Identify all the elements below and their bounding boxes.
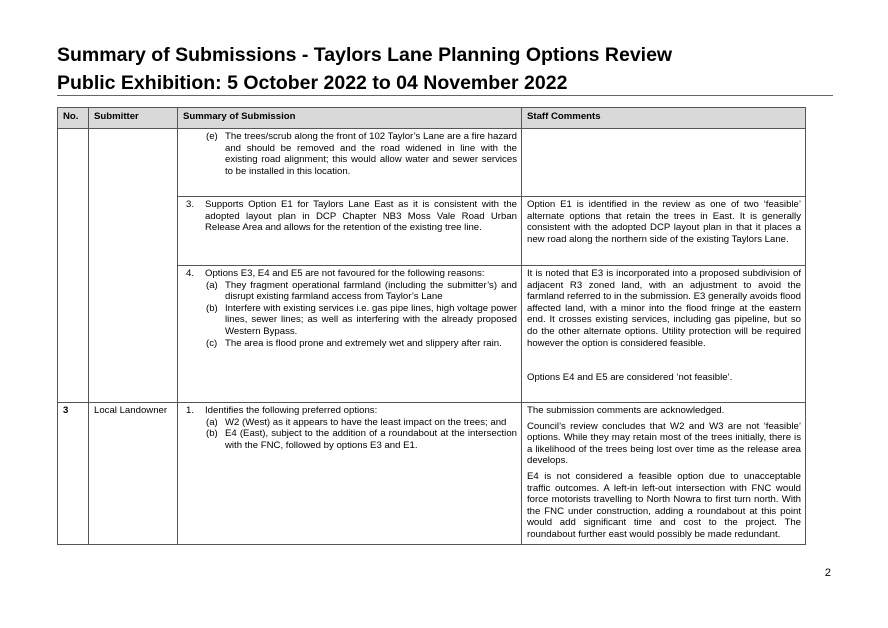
sub-item-a <box>183 280 517 303</box>
sub-item-e <box>183 131 517 177</box>
sub-item-label: (a) <box>206 416 218 428</box>
staff-comment-text: It is noted that E3 is incorporated into a proposed subdivision of adjacent R3 zoned land, with an adjustment to avoid the farmland referred to in the submission. E3 generally avoids flood affected land, with a minor into the flood fringe at the eastern end. It crosses existing services, including gas pipeline, but so do the other alternate options. Utility protection will be required however the option is considered feasible. <box>527 268 801 349</box>
cell-staff-comments <box>522 403 806 545</box>
item-text: Identifies the following preferred options: <box>205 405 378 416</box>
header-submitter: Submitter <box>89 108 178 129</box>
sub-item-c <box>183 338 517 350</box>
cell-no: 3 <box>58 403 89 545</box>
sub-item-b <box>183 303 517 338</box>
title-divider <box>57 95 833 96</box>
cell-staff-comments <box>522 129 806 197</box>
table-header-row <box>58 108 806 129</box>
cell-summary <box>178 197 522 266</box>
sub-item-a <box>183 417 517 429</box>
item-text: Options E3, E4 and E5 are not favoured for the following reasons: <box>205 268 485 279</box>
summary-item-4 <box>183 268 517 280</box>
sub-item-label: (b) <box>206 302 218 314</box>
sub-item-text: The area is flood prone and extremely wet and slippery after rain. <box>225 337 502 349</box>
cell-staff-comments <box>522 266 806 403</box>
cell-submitter: Local Landowner <box>89 403 178 545</box>
page-number: 2 <box>824 567 831 579</box>
sub-item-text: The trees/scrub along the front of 102 Taylor’s Lane are a fire hazard and should be removed and the road widened in line with the existing road alignment; this would allow water and sewer services to be installed in this location. <box>225 131 517 177</box>
sub-item-label: (a) <box>206 279 218 291</box>
sub-item-label: (e) <box>206 131 218 142</box>
staff-comment-text: Option E1 is identified in the review as one of two ‘feasible’ alternate options that retain the trees in East. It is generally consistent with the adopted DCP layout plan in that it places a new road along the northern side of the existing Taylors Lane. <box>527 199 801 245</box>
table-row <box>58 403 806 545</box>
sub-item-text: Interfere with existing services i.e. gas pipe lines, high voltage power lines, sewer lines; as well as interfering with the already proposed Western Bypass. <box>225 302 517 337</box>
sub-item-b <box>183 428 517 451</box>
table-row <box>58 129 806 197</box>
sub-item-text: W2 (West) as it appears to have the least impact on the trees; and <box>225 416 507 428</box>
submissions-table <box>57 107 806 545</box>
header-no: No. <box>58 108 89 129</box>
sub-item-label: (b) <box>206 428 218 440</box>
header-summary: Summary of Submission <box>178 108 522 129</box>
staff-comment-text: The submission comments are acknowledged. <box>527 405 725 416</box>
item-label: 1. <box>186 405 195 416</box>
item-label: 4. <box>186 268 195 279</box>
sub-item-text: They fragment operational farmland (including the submitter’s) and disrupt existing farmland access from Taylor’s Lane <box>225 279 517 303</box>
cell-staff-comments <box>522 197 806 266</box>
cell-summary <box>178 129 522 197</box>
staff-comment-text: Council’s review concludes that W2 and W3 are not ‘feasible’ options. While they may retain most of the trees initially, there is a likelihood of the trees being lost over time as the release area develops. <box>527 420 801 467</box>
cell-submitter <box>89 129 178 403</box>
summary-item-1 <box>183 405 517 417</box>
header-staff-comments: Staff Comments <box>522 108 806 129</box>
staff-comment-text: Options E4 and E5 are considered ‘not feasible’. <box>527 372 733 384</box>
cell-summary <box>178 403 522 545</box>
sub-item-label: (c) <box>206 337 218 349</box>
sub-item-text: E4 (East), subject to the addition of a roundabout at the intersection with the FNC, followed by options E3 and E1. <box>225 428 517 451</box>
staff-comment-text: E4 is not considered a feasible option due to unacceptable traffic outcomes. A left-in left-out intersection with FNC would force motorists travelling to North Nowra to first turn north. With the FNC under construction, adding a roundabout at this point would add significant time and cost to the project. The roundabout further east would possibly be made redundant. <box>527 470 801 540</box>
item-label: 3. <box>186 199 195 210</box>
cell-summary <box>178 266 522 403</box>
cell-no <box>58 129 89 403</box>
summary-item-3 <box>183 199 517 234</box>
page-title: Summary of Submissions - Taylors Lane Planning Options Review <box>57 44 673 66</box>
page-subtitle: Public Exhibition: 5 October 2022 to 04 November 2022 <box>57 72 568 94</box>
item-text: Supports Option E1 for Taylors Lane East as it is consistent with the adopted layout plan in DCP Chapter NB3 Moss Vale Road Urban Release Area and allows for the retention of the existing tree line. <box>205 199 517 234</box>
